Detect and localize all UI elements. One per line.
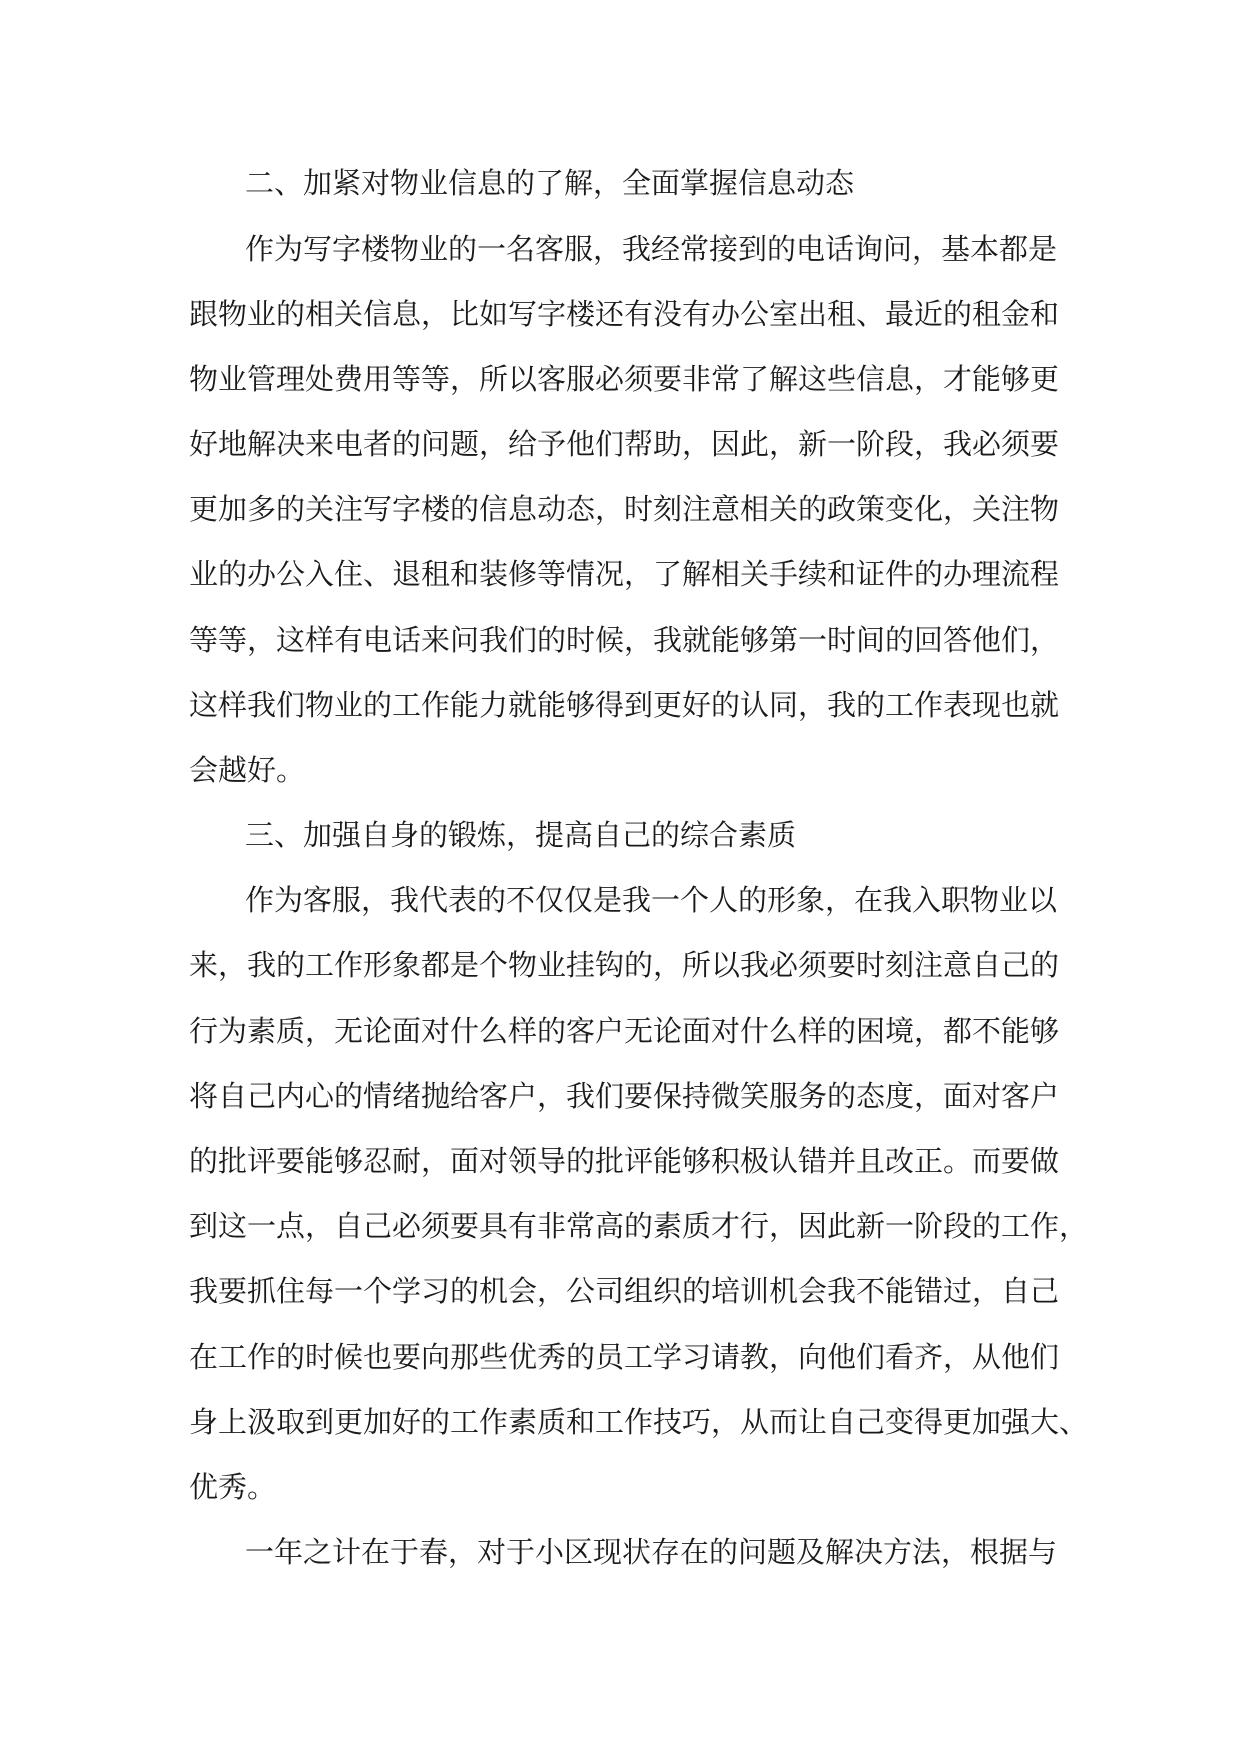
paragraph-line: 等等，这样有电话来问我们的时候，我就能够第一时间的回答他们，	[189, 623, 1060, 657]
paragraph-line: 到这一点，自己必须要具有非常高的素质才行，因此新一阶段的工作，	[189, 1209, 1089, 1243]
section-heading-3: 三、加强自身的锻炼，提高自己的综合素质	[245, 818, 797, 852]
paragraph-line: 来，我的工作形象都是个物业挂钩的，所以我必须要时刻注意自己的	[189, 948, 1060, 982]
paragraph-line: 会越好。	[189, 753, 306, 787]
paragraph-line: 将自己内心的情绪抛给客户，我们要保持微笑服务的态度，面对客户	[189, 1079, 1060, 1113]
paragraph-line: 跟物业的相关信息，比如写字楼还有没有办公室出租、最近的租金和	[189, 297, 1060, 331]
paragraph-line: 一年之计在于春，对于小区现状存在的问题及解决方法，根据与	[245, 1535, 1058, 1569]
paragraph-line: 身上汲取到更加好的工作素质和工作技巧，从而让自己变得更加强大、	[189, 1405, 1089, 1439]
paragraph-line: 更加多的关注写字楼的信息动态，时刻注意相关的政策变化，关注物	[189, 492, 1060, 526]
paragraph-line: 优秀。	[189, 1470, 277, 1504]
paragraph-line: 作为客服，我代表的不仅仅是我一个人的形象，在我入职物业以	[245, 883, 1058, 917]
paragraph-line: 行为素质，无论面对什么样的客户无论面对什么样的困境，都不能够	[189, 1014, 1060, 1048]
paragraph-line: 我要抓住每一个学习的机会，公司组织的培训机会我不能错过，自己	[189, 1274, 1060, 1308]
paragraph-line: 这样我们物业的工作能力就能够得到更好的认同，我的工作表现也就	[189, 688, 1060, 722]
paragraph-line: 在工作的时候也要向那些优秀的员工学习请教，向他们看齐，从他们	[189, 1340, 1060, 1374]
paragraph-line: 作为写字楼物业的一名客服，我经常接到的电话询问，基本都是	[245, 232, 1058, 266]
paragraph-line: 业的办公入住、退租和装修等情况，了解相关手续和证件的办理流程	[189, 557, 1060, 591]
paragraph-line: 物业管理处费用等等，所以客服必须要非常了解这些信息，才能够更	[189, 362, 1060, 396]
paragraph-line: 的批评要能够忍耐，面对领导的批评能够积极认错并且改正。而要做	[189, 1144, 1060, 1178]
section-heading-2: 二、加紧对物业信息的了解，全面掌握信息动态	[245, 166, 855, 200]
paragraph-line: 好地解决来电者的问题，给予他们帮助，因此，新一阶段，我必须要	[189, 427, 1060, 461]
